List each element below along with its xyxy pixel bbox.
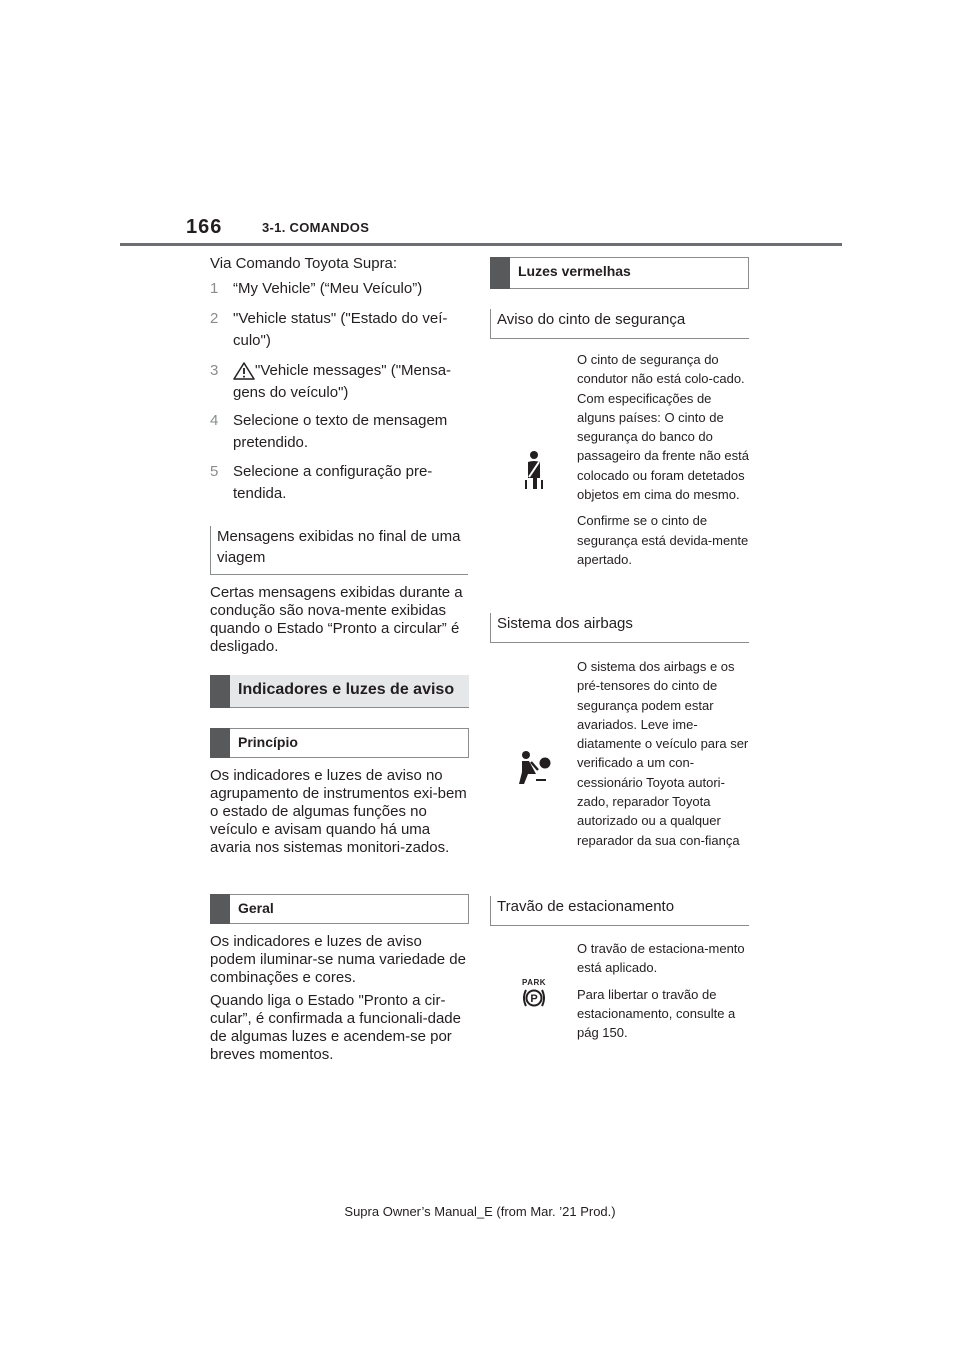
general-text-2: Quando liga o Estado "Pronto a cir-cular”, é confirmada a funcionali-dade de algumas luzes e acendem-se por breves momentos. (210, 992, 461, 1063)
intro-text: Via Comando Toyota Supra: (210, 255, 398, 272)
seatbelt-warning-icon (523, 450, 545, 490)
airbag-system-text: O sistema dos airbags e os pré-tensores do cinto de segurança podem estar avariados. Leve ime-diatamente o veículo para ser verificado a um con-cessionário Toyota autori-zado, reparador Toyota autorizado ou a qualquer reparador da sua con-fiança (577, 659, 749, 848)
principle-heading: Princípio (210, 728, 469, 758)
end-trip-heading: Mensagens exibidas no final de uma viagem (210, 526, 468, 575)
step-number: 4 (210, 412, 219, 429)
red-lights-heading: Luzes vermelhas (490, 257, 749, 289)
seatbelt-warning-text: O cinto de segurança do condutor não está colo-cado. Com especificações de alguns países: O cinto de segurança do banco do passageiro da frente não está colocado ou foram detetados objetos em cima do mesmo. Confirme se o cinto de segurança está devida-mente apertado. (577, 352, 750, 567)
step-text: Selecione o texto de mensagem pretendido. (233, 412, 448, 451)
svg-text:P: P (530, 993, 538, 1005)
parking-brake-text: O travão de estaciona-mento está aplicado. Para libertar o travão de estacionamento, consulte a pág 150. (577, 941, 745, 1041)
airbag-warning-icon (516, 750, 552, 786)
step-number: 1 (210, 280, 219, 297)
header-divider (120, 243, 842, 246)
step-text: Selecione a configuração pre-tendida. (233, 463, 433, 502)
section-title: 3-1. COMANDOS (262, 220, 370, 235)
step-text: "Vehicle status" ("Estado do veí-culo") (233, 310, 448, 349)
parking-brake-title: Travão de estacionamento (490, 896, 749, 926)
general-heading: Geral (210, 894, 469, 924)
page-number: 166 (186, 216, 223, 238)
footer-text: Supra Owner’s Manual_E (from Mar. ’21 Prod.) (344, 1204, 616, 1219)
indicators-heading: Indicadores e luzes de aviso (210, 675, 469, 708)
seatbelt-warning-title: Aviso do cinto de segurança (490, 309, 749, 339)
principle-text: Os indicadores e luzes de aviso no agrupamento de instrumentos exi-bem o estado de algumas funções no veículo e avisam quando há uma avaria nos sistemas monitori-zados. (210, 767, 467, 856)
general-text-1: Os indicadores e luzes de aviso podem iluminar-se numa variedade de combinações e cores. (210, 933, 466, 986)
step-number: 5 (210, 463, 219, 480)
airbag-system-title: Sistema dos airbags (490, 613, 749, 643)
step-text: "Vehicle messages" ("Mensa-gens do veículo") (233, 362, 452, 401)
step-number: 2 (210, 310, 219, 327)
park-brake-icon: PARK P (521, 978, 547, 1005)
step-text: “My Vehicle” (“Meu Veículo”) (233, 280, 423, 297)
end-trip-text: Certas mensagens exibidas durante a condução são nova-mente exibidas quando o Estado “Pronto a circular” é desligado. (210, 584, 463, 655)
step-number: 3 (210, 362, 219, 379)
